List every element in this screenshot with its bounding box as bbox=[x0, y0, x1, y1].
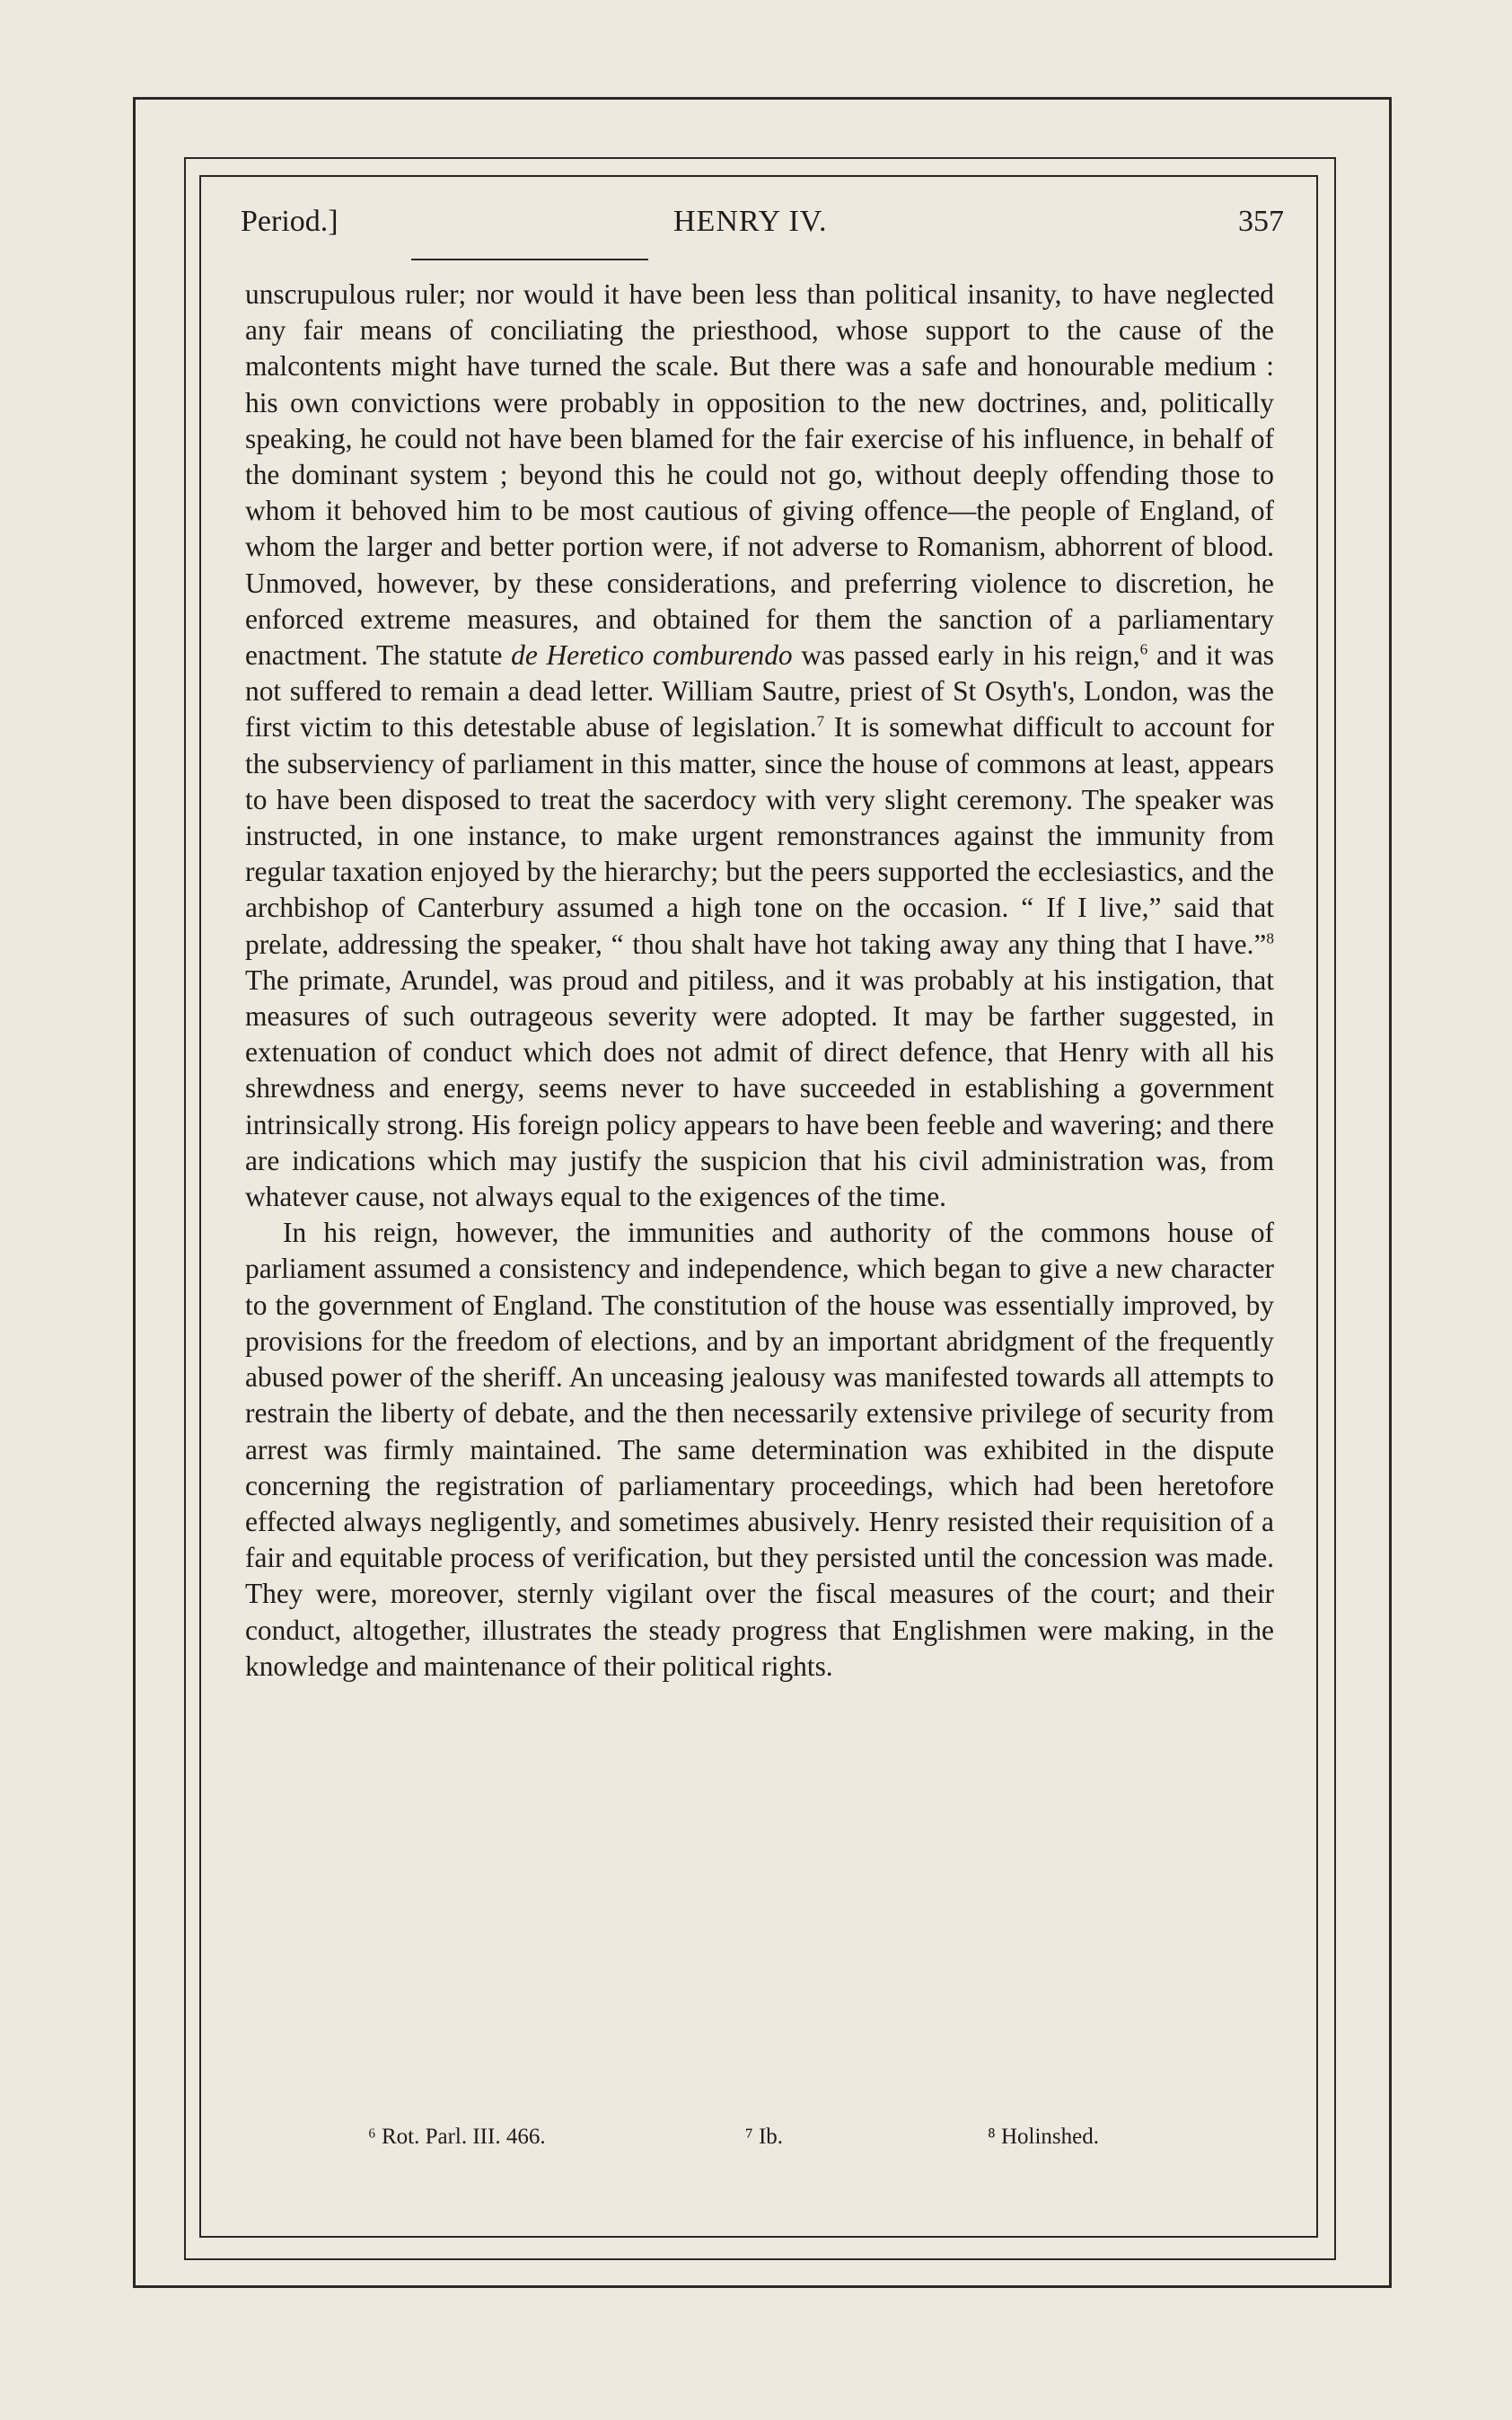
paragraph-1 bbox=[245, 277, 1274, 1215]
running-head-title: HENRY IV. bbox=[673, 205, 828, 238]
outer-rule-top bbox=[133, 97, 1392, 100]
paragraph-1-part-b: was passed early in his reign, bbox=[792, 639, 1140, 672]
footnote-ref-7: 7 bbox=[816, 712, 825, 730]
paragraph-1-part-e: The primate, Arundel, was proud and pitiless, and it was probably at his instigation, that measures of such outrageous severity were adopted. It may be farther suggested, in extenuation of conduct which does not admit of direct defence, that Henry with all his shrewdness and energy, seems never to have succeeded in establishing a government intrinsically strong. His foreign policy appears to have been feeble and wavering; and there are indications which may justify the suspicion that his civil administration was, from whatever cause, not always equal to the exigences of the time. bbox=[245, 964, 1274, 1213]
footnote-6: ⁶ Rot. Parl. III. 466. bbox=[368, 2125, 546, 2149]
head-rule bbox=[411, 259, 648, 260]
statute-title: de Heretico comburendo bbox=[511, 639, 793, 672]
outer-rule-right bbox=[1389, 97, 1392, 2288]
footnote-8: ⁸ Holinshed. bbox=[988, 2125, 1099, 2149]
running-head bbox=[224, 205, 1284, 250]
main-text bbox=[245, 277, 1274, 1685]
footnote-ref-8: 8 bbox=[1266, 929, 1274, 947]
running-head-section: Period.] bbox=[241, 205, 338, 238]
paragraph-1-part-d: It is somewhat difficult to account for the subserviency of parliament in this matter, since the house of commons at least, appears to have been disposed to treat the sacerdocy with very slight ceremony. The speaker was instructed, in one instance, to make urgent remonstrances against the immunity from regular taxation enjoyed by the hierarchy; but the peers supported the ecclesiastics, and the archbishop of Canterbury assumed a high tone on the occasion. “ If I live,” said that prelate, addressing the speaker, “ thou shalt have hot taking away any thing that I have.” bbox=[245, 711, 1274, 960]
outer-rule-bottom bbox=[133, 2285, 1392, 2288]
paragraph-2: In his reign, however, the immunities and authority of the commons house of parliament assumed a consistency and independence, which began to give a new character to the government of England. The constitution of the house was essentially improved, by provisions for the freedom of elections, and by an important abridgment of the frequently abused power of the sheriff. An unceasing jealousy was manifested towards all attempts to restrain the liberty of debate, and the then necessarily extensive privilege of security from arrest was firmly maintained. The same determination was exhibited in the dispute concerning the registration of parliamentary proceedings, which had been heretofore effected always negligently, and sometimes abusively. Henry resisted their requisition of a fair and equitable process of verification, but they persisted until the concession was made. They were, moreover, sternly vigilant over the fiscal measures of the court; and their conduct, altogether, illustrates the steady progress that Englishmen were making, in the knowledge and maintenance of their political rights. bbox=[245, 1217, 1274, 1682]
outer-rule-left bbox=[133, 97, 136, 2288]
paragraph-1-part-a: unscrupulous ruler; nor would it have been less than political insanity, to have neglected any fair means of conciliating the priesthood, whose support to the cause of the malcontents might have turned the scale. But there was a safe and honourable medium : his own convictions were probably in opposition to the new doctrines, and, politically speaking, he could not have been blamed for the fair exercise of his influence, in behalf of the dominant system ; beyond this he could not go, without deeply offending those to whom it behoved him to be most cautious of giving offence—the people of England, of whom the larger and better portion were, if not adverse to Romanism, abhorrent of blood. Unmoved, however, by these considerations, and preferring violence to discretion, he enforced extreme measures, and obtained for them the sanction of a parliamentary enactment. The statute bbox=[245, 278, 1274, 672]
footnote-ref-6: 6 bbox=[1139, 640, 1148, 658]
paragraph-1-part-c: and it was not suffered to remain a dead letter. William Sautre, priest of St Osyth's, London, was the first victim to this detestable abuse of legislation. bbox=[245, 639, 1274, 744]
footnote-7: ⁷ Ib. bbox=[745, 2125, 784, 2149]
footnotes bbox=[368, 2125, 1176, 2160]
page-number: 357 bbox=[1238, 205, 1284, 238]
